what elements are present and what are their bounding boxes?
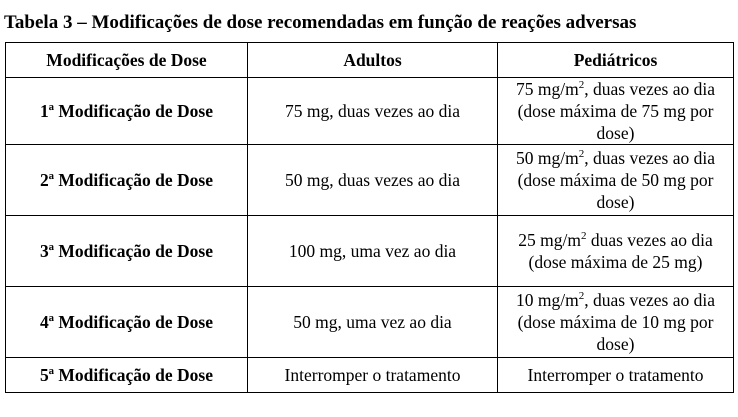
table-header-row <box>6 43 734 78</box>
row-label: 3ª Modificação de Dose <box>6 216 248 287</box>
table-row <box>6 287 734 358</box>
pediatric-dose-detail: , duas vezes ao dia (dose máxima de 10 mg por dose) <box>517 290 715 354</box>
table-row <box>6 78 734 145</box>
table-row <box>6 145 734 216</box>
adult-dose-cell: Interromper o tratamento <box>248 358 498 393</box>
table-caption: Tabela 3 – Modificações de dose recomendadas em função de reações adversas <box>4 12 637 33</box>
pediatric-dose-cell <box>498 287 734 358</box>
pediatric-dose: 10 mg/m <box>516 290 579 310</box>
pediatric-dose-exponent: 2 <box>578 148 585 161</box>
adult-dose-cell: 100 mg, uma vez ao dia <box>248 216 498 287</box>
table-row <box>6 216 734 287</box>
header-adults: Adultos <box>248 43 498 78</box>
dose-modification-table <box>5 42 734 393</box>
pediatric-dose-detail: , duas vezes ao dia (dose máxima de 50 mg por dose) <box>517 148 715 212</box>
pediatric-dose-exponent: 2 <box>580 230 587 243</box>
adult-dose-cell: 50 mg, uma vez ao dia <box>248 287 498 358</box>
pediatric-dose-exponent: 2 <box>578 290 585 303</box>
header-pediatrics: Pediátricos <box>498 43 734 78</box>
row-label: 2ª Modificação de Dose <box>6 145 248 216</box>
pediatric-dose-detail: duas vezes ao dia (dose máxima de 25 mg) <box>528 230 713 272</box>
pediatric-dose: 25 mg/m <box>518 230 581 250</box>
adult-dose-cell: 50 mg, duas vezes ao dia <box>248 145 498 216</box>
pediatric-dose-cell <box>498 216 734 287</box>
table-row <box>6 358 734 393</box>
adult-dose-cell: 75 mg, duas vezes ao dia <box>248 78 498 145</box>
pediatric-dose: 75 mg/m <box>516 79 579 99</box>
row-label: 1ª Modificação de Dose <box>6 78 248 145</box>
pediatric-dose-cell <box>498 358 734 393</box>
row-label: 4ª Modificação de Dose <box>6 287 248 358</box>
pediatric-dose-cell <box>498 78 734 145</box>
header-modifications: Modificações de Dose <box>6 43 248 78</box>
pediatric-dose-exponent: 2 <box>578 79 585 92</box>
pediatric-dose: Interromper o tratamento <box>527 365 704 385</box>
pediatric-dose-cell <box>498 145 734 216</box>
pediatric-dose: 50 mg/m <box>516 148 579 168</box>
row-label: 5ª Modificação de Dose <box>6 358 248 393</box>
pediatric-dose-detail: , duas vezes ao dia (dose máxima de 75 mg por dose) <box>517 79 715 143</box>
